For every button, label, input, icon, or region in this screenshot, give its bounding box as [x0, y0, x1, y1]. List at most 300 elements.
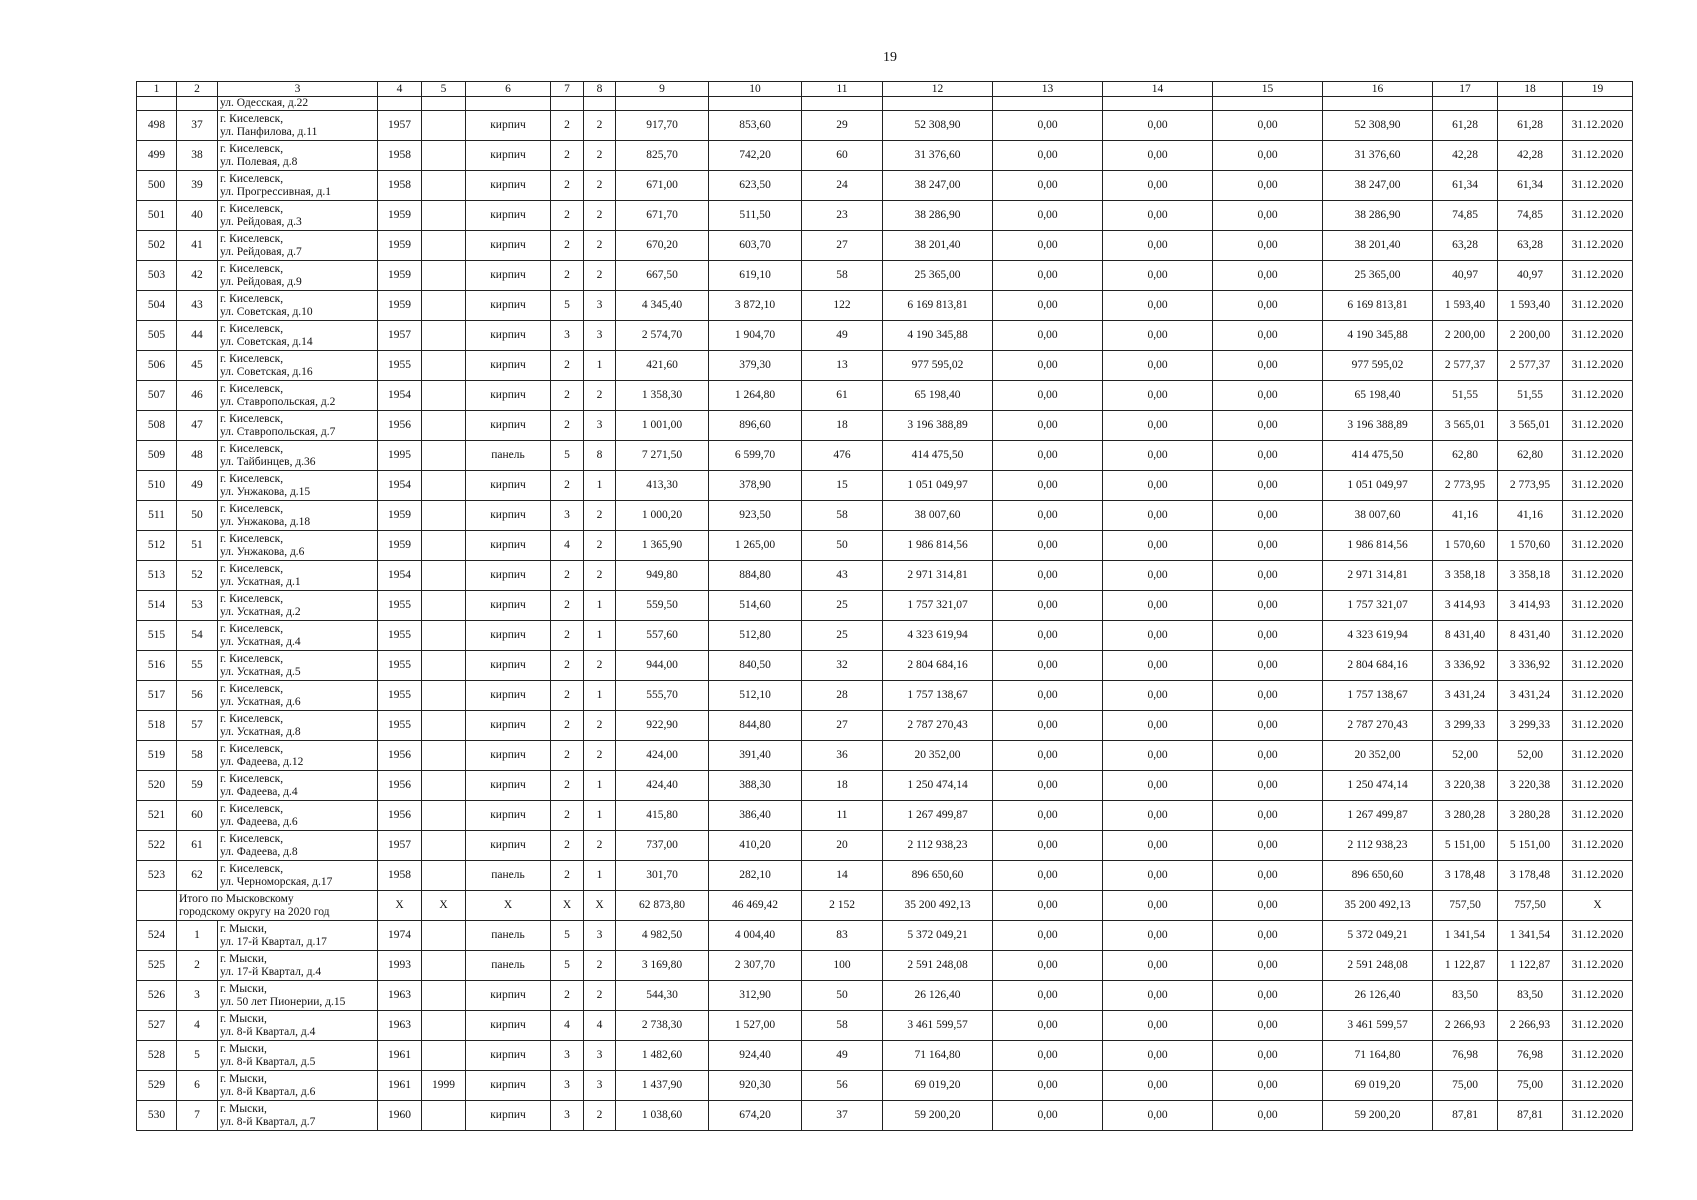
- cell-col-14: 0,00: [1103, 861, 1213, 891]
- cell-local-number: 49: [177, 471, 218, 501]
- cell-local-number: 53: [177, 591, 218, 621]
- address-street: ул. Советская, д.10: [220, 305, 313, 318]
- cell-col-16: 2 787 270,43: [1323, 711, 1433, 741]
- cell-col-4: 1959: [378, 531, 422, 561]
- cell-col-15: 0,00: [1213, 861, 1323, 891]
- cell-col-6: кирпич: [466, 651, 551, 681]
- cell-col-16: 38 201,40: [1323, 231, 1433, 261]
- cell-local-number: 62: [177, 861, 218, 891]
- cell-col-7: 2: [551, 801, 584, 831]
- cell-col-18: 74,85: [1498, 201, 1563, 231]
- cell-col-13: 0,00: [993, 561, 1103, 591]
- cell-col-16: 1 267 499,87: [1323, 801, 1433, 831]
- cell-total-col-10: 46 469,42: [709, 891, 802, 921]
- cell-col-6: кирпич: [466, 261, 551, 291]
- cell-col-10: 512,80: [709, 621, 802, 651]
- cell-local-number: 4: [177, 1011, 218, 1041]
- cell-local-number: 60: [177, 801, 218, 831]
- cell-col-8: 3: [584, 1071, 616, 1101]
- cell-col-13: 0,00: [993, 741, 1103, 771]
- address-city: г. Киселевск,: [220, 322, 284, 335]
- cell-col-6: кирпич: [466, 351, 551, 381]
- cell-row-number: 514: [137, 591, 177, 621]
- cell-col-19: 31.12.2020: [1563, 141, 1633, 171]
- cell-address: [218, 411, 378, 441]
- cell-address: [218, 951, 378, 981]
- cell-col-6: кирпич: [466, 201, 551, 231]
- cell-col-10: 4 004,40: [709, 921, 802, 951]
- address-city: г. Киселевск,: [220, 682, 284, 695]
- housing-register-table: [136, 81, 1633, 1131]
- cell-col-6: панель: [466, 951, 551, 981]
- cell-col-4: 1958: [378, 861, 422, 891]
- cell-address: [218, 261, 378, 291]
- cell-col-14: 0,00: [1103, 621, 1213, 651]
- cell-col-7: 3: [551, 501, 584, 531]
- address-city: г. Киселевск,: [220, 112, 284, 125]
- cell-col-16: 4 323 619,94: [1323, 621, 1433, 651]
- table-row: [137, 291, 1633, 321]
- cell-col-15: 0,00: [1213, 201, 1323, 231]
- cell-col-8: 1: [584, 591, 616, 621]
- cell-total-col-16: 35 200 492,13: [1323, 891, 1433, 921]
- cell-col-13: 0,00: [993, 861, 1103, 891]
- cell-col-15: 0,00: [1213, 921, 1323, 951]
- cell-local-number: 1: [177, 921, 218, 951]
- column-header-18: 18: [1498, 82, 1563, 97]
- cell-col-4: 1963: [378, 1011, 422, 1041]
- address-city: г. Киселевск,: [220, 532, 284, 545]
- cell-col-5: [422, 351, 466, 381]
- cell-col-10: 844,80: [709, 711, 802, 741]
- cell-col-15: 0,00: [1213, 591, 1323, 621]
- cell-col-11: 50: [802, 531, 883, 561]
- cell-col-11: 43: [802, 561, 883, 591]
- cell-col-12: 52 308,90: [883, 111, 993, 141]
- cell-col-4: 1956: [378, 411, 422, 441]
- cell-local-number: 40: [177, 201, 218, 231]
- cell-col-15: 0,00: [1213, 291, 1323, 321]
- cell-col-19: 31.12.2020: [1563, 291, 1633, 321]
- address-city: г. Киселевск,: [220, 352, 284, 365]
- address-street: ул. Фадеева, д.12: [220, 755, 304, 768]
- cell-col-16: 38 286,90: [1323, 201, 1433, 231]
- cell-col-13: 0,00: [993, 1041, 1103, 1071]
- cell-col-17: 3 565,01: [1433, 411, 1498, 441]
- column-header-16: 16: [1323, 82, 1433, 97]
- cell-address: [218, 291, 378, 321]
- table-row: [137, 621, 1633, 651]
- cell-col-16: 1 757 138,67: [1323, 681, 1433, 711]
- cell-col-14: 0,00: [1103, 321, 1213, 351]
- cell-col-11: 49: [802, 1041, 883, 1071]
- cell-col-7: 2: [551, 381, 584, 411]
- cell-col-13: 0,00: [993, 411, 1103, 441]
- table-row: [137, 321, 1633, 351]
- cell-col-16: 71 164,80: [1323, 1041, 1433, 1071]
- cell-row-number: 502: [137, 231, 177, 261]
- cell-address: [218, 471, 378, 501]
- cell-col-5: [422, 741, 466, 771]
- cell-col-12: 20 352,00: [883, 741, 993, 771]
- cell-col-13: 0,00: [993, 201, 1103, 231]
- cell-col-19: 31.12.2020: [1563, 1041, 1633, 1071]
- cell-col-8: 2: [584, 1101, 616, 1131]
- cell-col-5: [422, 921, 466, 951]
- cell-col-9: 424,00: [616, 741, 709, 771]
- cell-col-19: 31.12.2020: [1563, 741, 1633, 771]
- address-street: ул. Ускатная, д.5: [220, 665, 301, 678]
- address-city: г. Киселевск,: [220, 502, 284, 515]
- cell-row-number: 524: [137, 921, 177, 951]
- cell-col-16: 20 352,00: [1323, 741, 1433, 771]
- cell-col-10: 896,60: [709, 411, 802, 441]
- cell-col-6: панель: [466, 441, 551, 471]
- cell-col-5: [422, 111, 466, 141]
- cell-col-17: 52,00: [1433, 741, 1498, 771]
- cell-col-4: 1961: [378, 1041, 422, 1071]
- cell-col-8: 3: [584, 411, 616, 441]
- cell-col-4: 1974: [378, 921, 422, 951]
- cell-col-11: 11: [802, 801, 883, 831]
- cell-col-8: 2: [584, 171, 616, 201]
- cell-col-4: 1955: [378, 591, 422, 621]
- cell-col-10: 511,50: [709, 201, 802, 231]
- cell-col-6: кирпич: [466, 501, 551, 531]
- cell-col-16: 2 591 248,08: [1323, 951, 1433, 981]
- cell-row-number: 512: [137, 531, 177, 561]
- cell-col-11: 13: [802, 351, 883, 381]
- cell-col-10: 386,40: [709, 801, 802, 831]
- cell-local-number: 46: [177, 381, 218, 411]
- cell-col-10: 6 599,70: [709, 441, 802, 471]
- address-street: ул. Рейдовая, д.3: [220, 215, 302, 228]
- cell-col-7: 2: [551, 681, 584, 711]
- cell-address: [218, 501, 378, 531]
- cell-col-12: 38 201,40: [883, 231, 993, 261]
- address-city: г. Мыски,: [220, 922, 267, 935]
- cell-col-13: 0,00: [993, 1101, 1103, 1131]
- cell-col-19: 31.12.2020: [1563, 471, 1633, 501]
- cell-col-6: кирпич: [466, 1011, 551, 1041]
- page-number: 19: [883, 50, 897, 65]
- column-number-header: [137, 82, 1633, 97]
- table-row: [137, 651, 1633, 681]
- cell-col-5: [422, 411, 466, 441]
- cell-col-7: 2: [551, 561, 584, 591]
- address-street: ул. Ускатная, д.4: [220, 635, 301, 648]
- total-label-line1: Итого по Мысковскому: [179, 892, 294, 905]
- cell-col-11: 58: [802, 501, 883, 531]
- cell-col-10: 853,60: [709, 111, 802, 141]
- cell-col-11: 100: [802, 951, 883, 981]
- cell-col-11: 18: [802, 411, 883, 441]
- cell-empty: [1213, 97, 1323, 111]
- cell-col-10: 840,50: [709, 651, 802, 681]
- cell-col-18: 41,16: [1498, 501, 1563, 531]
- cell-col-12: 1 757 138,67: [883, 681, 993, 711]
- cell-col-14: 0,00: [1103, 741, 1213, 771]
- cell-col-18: 40,97: [1498, 261, 1563, 291]
- cell-col-6: кирпич: [466, 381, 551, 411]
- cell-total-col-17: 757,50: [1433, 891, 1498, 921]
- cell-col-18: 83,50: [1498, 981, 1563, 1011]
- address-street: ул. 50 лет Пионерии, д.15: [220, 995, 346, 1008]
- cell-col-8: 2: [584, 951, 616, 981]
- cell-col-9: 671,00: [616, 171, 709, 201]
- cell-col-4: 1954: [378, 471, 422, 501]
- cell-col-4: 1957: [378, 831, 422, 861]
- cell-col-19: 31.12.2020: [1563, 1011, 1633, 1041]
- cell-col-18: 1 570,60: [1498, 531, 1563, 561]
- cell-col-18: 3 431,24: [1498, 681, 1563, 711]
- cell-local-number: 3: [177, 981, 218, 1011]
- cell-empty: [1323, 97, 1433, 111]
- cell-address: [218, 561, 378, 591]
- cell-col-14: 0,00: [1103, 171, 1213, 201]
- cell-col-4: 1959: [378, 291, 422, 321]
- cell-address: [218, 351, 378, 381]
- address-street: ул. Советская, д.14: [220, 335, 313, 348]
- cell-local-number: 44: [177, 321, 218, 351]
- cell-empty: [584, 97, 616, 111]
- column-header-1: 1: [137, 82, 177, 97]
- cell-col-13: 0,00: [993, 351, 1103, 381]
- cell-col-6: кирпич: [466, 471, 551, 501]
- cell-col-12: 26 126,40: [883, 981, 993, 1011]
- cell-col-9: 825,70: [616, 141, 709, 171]
- cell-col-4: 1957: [378, 321, 422, 351]
- table-row: [137, 141, 1633, 171]
- cell-col-7: 5: [551, 951, 584, 981]
- table-row: [137, 111, 1633, 141]
- cell-col-5: [422, 321, 466, 351]
- cell-col-14: 0,00: [1103, 111, 1213, 141]
- cell-col-11: 58: [802, 261, 883, 291]
- cell-empty: [883, 97, 993, 111]
- cell-col-5: 1999: [422, 1071, 466, 1101]
- cell-col-13: 0,00: [993, 531, 1103, 561]
- cell-col-16: 6 169 813,81: [1323, 291, 1433, 321]
- cell-col-15: 0,00: [1213, 831, 1323, 861]
- cell-col-5: [422, 861, 466, 891]
- cell-col-9: 1 001,00: [616, 411, 709, 441]
- cell-row-number: 506: [137, 351, 177, 381]
- column-header-5: 5: [422, 82, 466, 97]
- cell-col-17: 51,55: [1433, 381, 1498, 411]
- cell-col-8: 2: [584, 741, 616, 771]
- table-row: [137, 711, 1633, 741]
- address-street: ул. Тайбинцев, д.36: [220, 455, 316, 468]
- cell-col-18: 76,98: [1498, 1041, 1563, 1071]
- cell-col-10: 1 527,00: [709, 1011, 802, 1041]
- cell-total-col-9: 62 873,80: [616, 891, 709, 921]
- cell-col-19: 31.12.2020: [1563, 921, 1633, 951]
- cell-col-4: 1963: [378, 981, 422, 1011]
- cell-address: [218, 681, 378, 711]
- cell-col-10: 924,40: [709, 1041, 802, 1071]
- cell-address: [218, 381, 378, 411]
- cell-empty: [802, 97, 883, 111]
- cell-col-9: 2 738,30: [616, 1011, 709, 1041]
- cell-col-18: 2 577,37: [1498, 351, 1563, 381]
- cell-col-17: 63,28: [1433, 231, 1498, 261]
- cell-col-7: 2: [551, 351, 584, 381]
- cell-col-19: 31.12.2020: [1563, 771, 1633, 801]
- cell-col-18: 3 336,92: [1498, 651, 1563, 681]
- cell-row-number: 504: [137, 291, 177, 321]
- cell-col-14: 0,00: [1103, 531, 1213, 561]
- cell-col-6: кирпич: [466, 981, 551, 1011]
- cell-col-15: 0,00: [1213, 351, 1323, 381]
- cell-col-16: 38 007,60: [1323, 501, 1433, 531]
- cell-col-14: 0,00: [1103, 591, 1213, 621]
- cell-col-16: 25 365,00: [1323, 261, 1433, 291]
- cell-col-15: 0,00: [1213, 561, 1323, 591]
- cell-col-14: 0,00: [1103, 561, 1213, 591]
- cell-col-15: 0,00: [1213, 261, 1323, 291]
- address-city: г. Киселевск,: [220, 382, 284, 395]
- cell-local-number: 55: [177, 651, 218, 681]
- cell-col-19: 31.12.2020: [1563, 501, 1633, 531]
- cell-row-number: 507: [137, 381, 177, 411]
- table-row: [137, 1011, 1633, 1041]
- cell-row-number: 519: [137, 741, 177, 771]
- address-street: ул. Прогрессивная, д.1: [220, 185, 331, 198]
- cell-local-number: 39: [177, 171, 218, 201]
- cell-address: [218, 981, 378, 1011]
- cell-col-4: 1955: [378, 621, 422, 651]
- cell-address: ул. Одесская, д.22: [218, 97, 378, 111]
- cell-row-number: 520: [137, 771, 177, 801]
- cell-col-14: 0,00: [1103, 351, 1213, 381]
- cell-col-17: 74,85: [1433, 201, 1498, 231]
- cell-col-17: 3 280,28: [1433, 801, 1498, 831]
- cell-col-14: 0,00: [1103, 801, 1213, 831]
- cell-col-10: 623,50: [709, 171, 802, 201]
- cell-col-12: 38 007,60: [883, 501, 993, 531]
- cell-local-number: 59: [177, 771, 218, 801]
- cell-col-9: 424,40: [616, 771, 709, 801]
- cell-col-17: 1 122,87: [1433, 951, 1498, 981]
- cell-col-13: 0,00: [993, 981, 1103, 1011]
- cell-col-4: 1959: [378, 261, 422, 291]
- cell-row-number: 503: [137, 261, 177, 291]
- address-city: г. Киселевск,: [220, 592, 284, 605]
- cell-col-14: 0,00: [1103, 261, 1213, 291]
- address-street: ул. Унжакова, д.6: [220, 545, 305, 558]
- cell-col-8: 1: [584, 771, 616, 801]
- cell-col-12: 2 971 314,81: [883, 561, 993, 591]
- cell-empty: [709, 97, 802, 111]
- cell-col-9: 301,70: [616, 861, 709, 891]
- cell-col-8: 3: [584, 921, 616, 951]
- cell-col-4: 1959: [378, 501, 422, 531]
- cell-col-11: 476: [802, 441, 883, 471]
- table-row: [137, 501, 1633, 531]
- cell-col-6: кирпич: [466, 1041, 551, 1071]
- cell-col-17: 2 577,37: [1433, 351, 1498, 381]
- cell-col-13: 0,00: [993, 921, 1103, 951]
- cell-col-16: 26 126,40: [1323, 981, 1433, 1011]
- cell-col-14: 0,00: [1103, 711, 1213, 741]
- cell-col-8: 3: [584, 321, 616, 351]
- cell-col-7: 3: [551, 1041, 584, 1071]
- cell-col-19: 31.12.2020: [1563, 531, 1633, 561]
- cell-address: [218, 861, 378, 891]
- cell-col-11: 49: [802, 321, 883, 351]
- address-street: ул. Полевая, д.8: [220, 155, 298, 168]
- address-city: г. Киселевск,: [220, 472, 284, 485]
- cell-row-number: 513: [137, 561, 177, 591]
- cell-col-8: 1: [584, 681, 616, 711]
- cell-col-16: 4 190 345,88: [1323, 321, 1433, 351]
- cell-address: [218, 171, 378, 201]
- cell-col-8: 1: [584, 801, 616, 831]
- cell-row-number: 508: [137, 411, 177, 441]
- address-street: ул. Фадеева, д.4: [220, 785, 298, 798]
- address-city: г. Мыски,: [220, 1012, 267, 1025]
- cell-col-18: 1 593,40: [1498, 291, 1563, 321]
- cell-local-number: 43: [177, 291, 218, 321]
- cell-col-17: 1 593,40: [1433, 291, 1498, 321]
- cell-col-14: 0,00: [1103, 981, 1213, 1011]
- cell-col-7: 2: [551, 741, 584, 771]
- column-header-6: 6: [466, 82, 551, 97]
- cell-col-4: 1960: [378, 1101, 422, 1131]
- cell-col-19: 31.12.2020: [1563, 441, 1633, 471]
- cell-col-11: 14: [802, 861, 883, 891]
- cell-row-number: 530: [137, 1101, 177, 1131]
- cell-col-8: 3: [584, 1041, 616, 1071]
- cell-local-number: 6: [177, 1071, 218, 1101]
- cell-col-16: 977 595,02: [1323, 351, 1433, 381]
- cell-col-9: 1 000,20: [616, 501, 709, 531]
- cell-col-7: 4: [551, 531, 584, 561]
- cell-address: [218, 621, 378, 651]
- cell-col-6: кирпич: [466, 171, 551, 201]
- cell-col-5: [422, 801, 466, 831]
- cell-local-number: 7: [177, 1101, 218, 1131]
- cell-col-7: 5: [551, 441, 584, 471]
- cell-col-18: 3 299,33: [1498, 711, 1563, 741]
- cell-col-5: [422, 1041, 466, 1071]
- cell-col-16: 52 308,90: [1323, 111, 1433, 141]
- cell-col-13: 0,00: [993, 681, 1103, 711]
- table-row: [137, 1101, 1633, 1131]
- cell-col-13: 0,00: [993, 801, 1103, 831]
- cell-col-13: 0,00: [993, 471, 1103, 501]
- cell-col-11: 24: [802, 171, 883, 201]
- cell-col-8: 1: [584, 351, 616, 381]
- cell-local-number: 54: [177, 621, 218, 651]
- cell-col-15: 0,00: [1213, 1101, 1323, 1131]
- table-row: [137, 201, 1633, 231]
- table-row: [137, 1071, 1633, 1101]
- cell-col-19: 31.12.2020: [1563, 561, 1633, 591]
- cell-col-18: 2 200,00: [1498, 321, 1563, 351]
- cell-col-4: 1958: [378, 141, 422, 171]
- cell-col-12: 4 323 619,94: [883, 621, 993, 651]
- cell-address: [218, 741, 378, 771]
- cell-col-6: кирпич: [466, 741, 551, 771]
- cell-col-10: 1 904,70: [709, 321, 802, 351]
- cell-col-17: 61,34: [1433, 171, 1498, 201]
- cell-address: [218, 111, 378, 141]
- cell-col-11: 56: [802, 1071, 883, 1101]
- cell-col-14: 0,00: [1103, 231, 1213, 261]
- cell-total-col-13: 0,00: [993, 891, 1103, 921]
